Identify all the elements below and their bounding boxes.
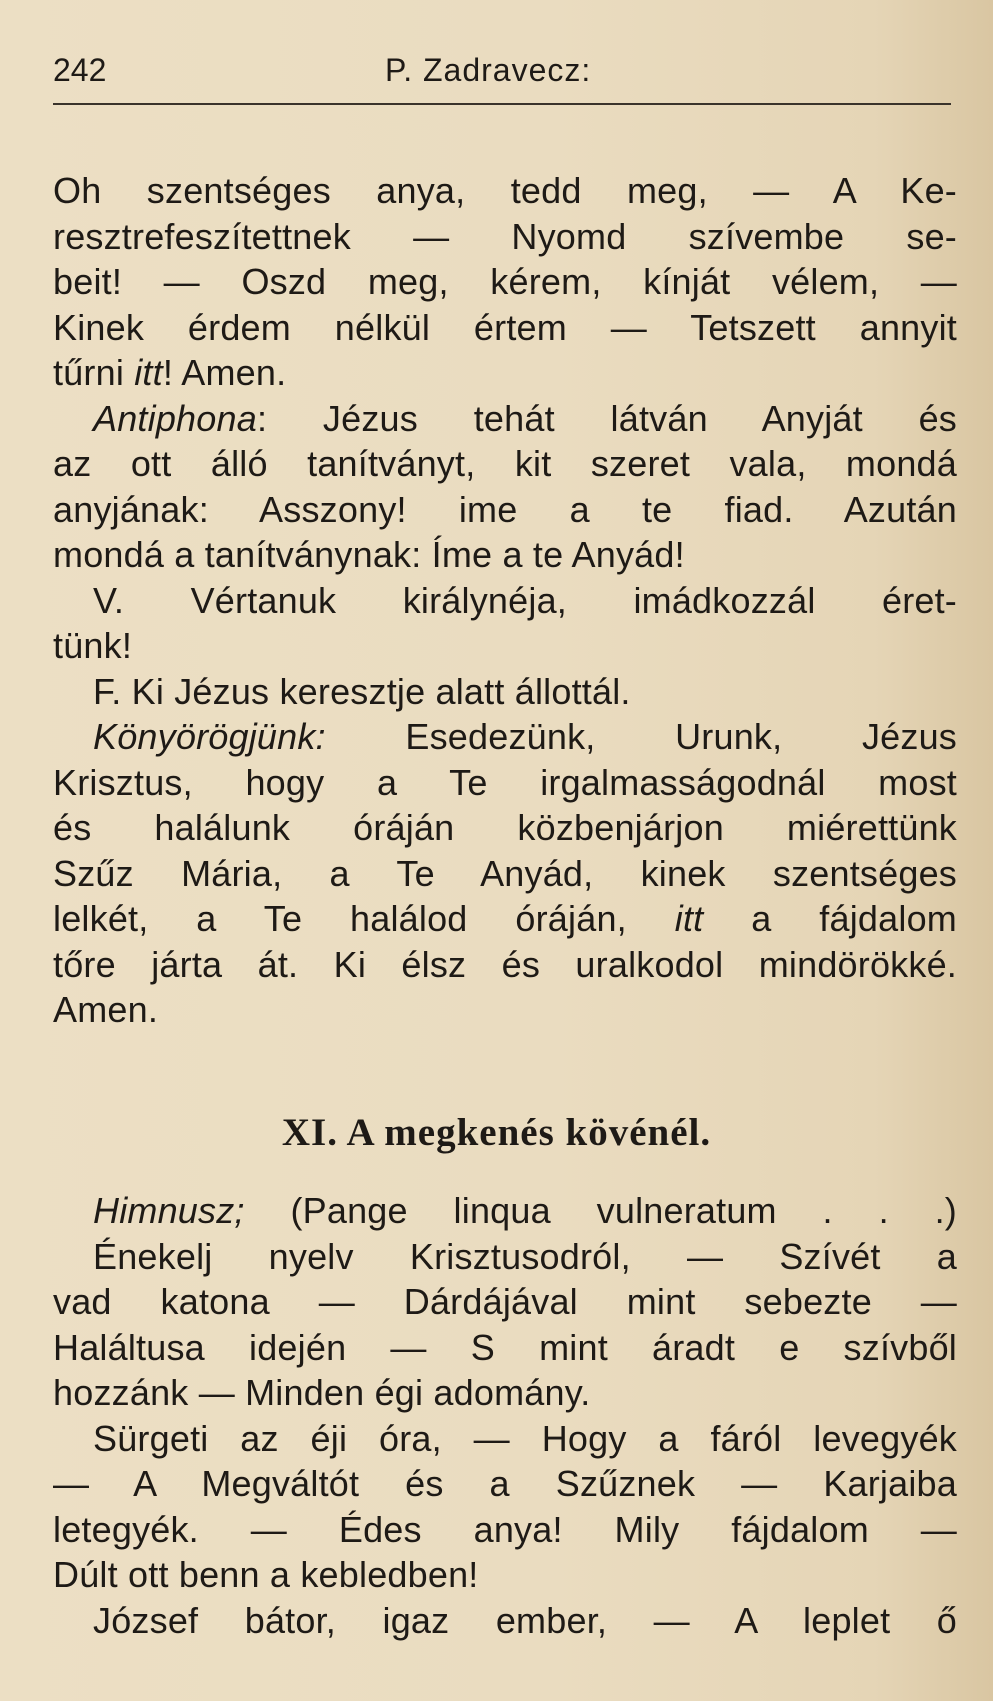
running-head — [53, 52, 953, 97]
italic-text: Antiphona — [93, 397, 257, 439]
text-line — [53, 1461, 957, 1507]
line-text: Esedezünk, Urunk, Jézus — [325, 716, 957, 757]
line-text: vad katona — Dárdájával mint sebezte — — [53, 1281, 957, 1322]
line-text: Haláltusa idején — S mint áradt e szívből — [53, 1326, 957, 1368]
line-text: a fájdalom — [703, 898, 957, 939]
line-text: ! Amen. — [162, 352, 287, 393]
line-text: tőre járta át. Ki élsz és uralkodol mindörökké. — [53, 943, 957, 985]
line-text: Krisztus, hogy a Te irgalmasságodnál most — [53, 761, 957, 803]
text-line — [53, 1507, 957, 1553]
text-line — [53, 1188, 957, 1234]
text-line — [53, 623, 957, 669]
line-text: Sürgeti az éji óra, — Hogy a fáról levegyék — [93, 1417, 957, 1459]
text-line — [53, 396, 957, 442]
text-line — [53, 896, 957, 942]
italic-text: itt — [134, 352, 163, 393]
line-text: (Pange linqua vulneratum . . .) — [244, 1190, 957, 1231]
line-text: Oh szentséges anya, tedd meg, — A Ke- — [53, 170, 957, 211]
line-text: lelkét, a Te halálod óráján, — [53, 898, 675, 939]
text-line — [53, 714, 957, 760]
text-line — [53, 1370, 957, 1416]
text-line — [53, 987, 957, 1033]
italic-text: Könyörögjünk: — [93, 716, 326, 757]
line-text: Szűz Mária, a Te Anyád, kinek szentséges — [53, 852, 957, 894]
line-text: Amen. — [53, 989, 159, 1030]
line-text: tünk! — [53, 625, 133, 666]
text-line — [53, 942, 957, 988]
text-line — [53, 1325, 957, 1371]
text-line — [53, 214, 957, 260]
text-line — [53, 259, 957, 305]
text-line — [53, 1416, 957, 1462]
text-line — [53, 1234, 957, 1280]
line-text: — A Megváltót és a Szűznek — Karjaiba — [53, 1463, 957, 1504]
text-line — [53, 578, 957, 624]
line-text: tűrni — [53, 352, 135, 393]
line-text: mondá a tanítványnak: Íme a te Anyád! — [53, 534, 685, 575]
line-text: Kinek érdem nélkül értem — Tetszett annyit — [53, 306, 957, 348]
text-line — [53, 441, 957, 487]
italic-text: itt — [674, 898, 704, 939]
text-line — [53, 760, 957, 806]
header-rule — [53, 103, 951, 105]
text-line — [53, 350, 957, 396]
line-text: József bátor, igaz ember, — A leplet ő — [93, 1599, 957, 1641]
hymn-text-block — [53, 1188, 957, 1643]
text-line — [53, 532, 957, 578]
line-text: az ott álló tanítványt, kit szeret vala, mondá — [53, 443, 957, 484]
line-text: F. Ki Jézus keresztje alatt állottál. — [93, 670, 631, 712]
prayer-text-block — [53, 168, 957, 1033]
line-text: V. Vértanuk királynéja, imádkozzál éret- — [93, 579, 957, 621]
running-title: P. Zadravecz: — [385, 52, 592, 88]
text-line — [53, 805, 957, 851]
line-text: Dúlt ott benn a kebledben! — [53, 1554, 479, 1595]
line-text: letegyék. — Édes anya! Mily fájdalom — — [53, 1508, 957, 1550]
line-text: és halálunk óráján közbenjárjon miérettünk — [53, 807, 957, 848]
text-line — [53, 1279, 957, 1325]
page-number: 242 — [53, 52, 107, 88]
text-line — [53, 168, 957, 214]
italic-text: Himnusz; — [93, 1190, 245, 1231]
line-text: resztrefeszítettnek — Nyomd szívembe se- — [53, 215, 957, 257]
line-text: beit! — Oszd meg, kérem, kínját vélem, — — [53, 261, 957, 302]
text-line — [53, 851, 957, 897]
line-text: anyjának: Asszony! ime a te fiad. Azután — [53, 488, 957, 530]
line-text: Énekelj nyelv Krisztusodról, — Szívét a — [93, 1235, 957, 1277]
section-heading: XI. A megkenés kövénél. — [281, 1111, 712, 1154]
text-line — [53, 1552, 957, 1598]
line-text: hozzánk — Minden égi adomány. — [53, 1372, 591, 1413]
text-line — [53, 669, 957, 715]
text-line — [53, 305, 957, 351]
text-line — [53, 487, 957, 533]
text-line — [53, 1598, 957, 1644]
line-text: : Jézus tehát látván Anyját és — [256, 397, 957, 439]
